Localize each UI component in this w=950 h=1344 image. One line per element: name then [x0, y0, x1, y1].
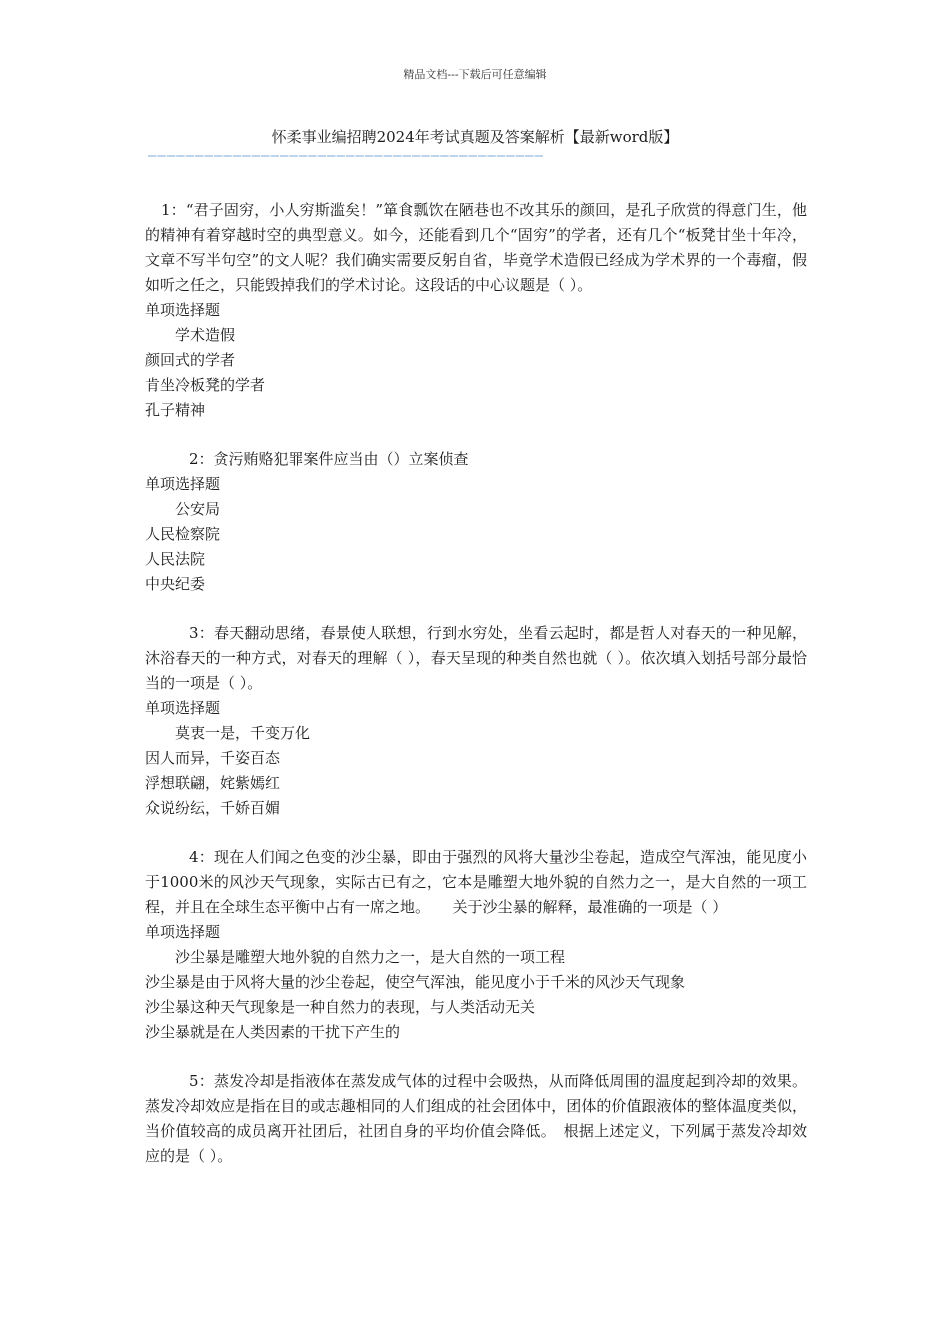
option-c: 肯坐冷板凳的学者 — [145, 376, 266, 394]
question-stem: 5：蒸发冷却是指液体在蒸发成气体的过程中会吸热，从而降低周围的温度起到冷却的效果。蒸发冷却效应是指在目的或志趣相同的人们组成的社会团体中，团体的价值跟液体的整体温度类似，当价值较高的成员离开社团后，社团自身的平均价值会降低。 根据上述定义，下列属于蒸发冷却效应的是（ ）。 — [145, 1072, 807, 1165]
option-d: 沙尘暴就是在人类因素的干扰下产生的 — [145, 1023, 401, 1041]
question-5 — [145, 1069, 807, 1169]
question-list — [145, 198, 807, 1193]
option-d: 中央纪委 — [145, 575, 206, 593]
option-d: 众说纷纭，千娇百媚 — [145, 799, 281, 817]
option-c: 沙尘暴这种天气现象是一种自然力的表现，与人类活动无关 — [145, 998, 536, 1016]
option-c: 浮想联翩，姹紫嫣红 — [145, 774, 281, 792]
option-a: 莫衷一是，千变万化 — [175, 724, 311, 742]
question-type: 单项选择题 — [145, 301, 221, 319]
question-type: 单项选择题 — [145, 475, 221, 493]
question-stem: 2：贪污贿赂犯罪案件应当由（）立案侦查 — [189, 450, 469, 468]
option-c: 人民法院 — [145, 550, 206, 568]
question-stem: 3：春天翻动思绪，春景使人联想，行到水穷处，坐看云起时，都是哲人对春天的一种见解，沐浴春天的一种方式，对春天的理解（ ），春天呈现的种类自然也就（ ）。依次填入划括号部分最恰当的一项是（ ）。 — [145, 624, 807, 692]
question-type: 单项选择题 — [145, 699, 221, 717]
question-stem: 4：现在人们闻之色变的沙尘暴，即由于强烈的风将大量沙尘卷起，造成空气浑浊，能见度小于1000米的风沙天气现象，实际古已有之，它本是雕塑大地外貌的自然力之一，是大自然的一项工程，并且在全球生态平衡中占有一席之地。 关于沙尘暴的解释，最准确的一项是（ ） — [145, 848, 807, 916]
option-a: 学术造假 — [175, 326, 236, 344]
title-divider: —————————————————————————————————————————— — [148, 148, 545, 164]
question-3 — [145, 621, 807, 821]
question-stem: 1：“君子固穷，小人穷斯滥矣！”箪食瓢饮在陋巷也不改其乐的颜回，是孔子欣赏的得意门生，他的精神有着穿越时空的典型意义。如今，还能看到几个“固穷”的学者，还有几个“板凳甘坐十年冷，文章不写半句空”的文人呢？我们确实需要反躬自省，毕竟学术造假已经成为学术界的一个毒瘤，假如听之任之，只能毁掉我们的学术讨论。这段话的中心议题是（ ）。 — [145, 201, 807, 294]
option-a: 公安局 — [175, 500, 221, 518]
option-b: 因人而异，千姿百态 — [145, 749, 281, 767]
question-1 — [145, 198, 807, 423]
page-header: 精品文档---下载后可任意编辑 — [403, 68, 547, 81]
document-title: 怀柔事业编招聘2024年考试真题及答案解析【最新word版】 — [271, 128, 679, 146]
question-2 — [145, 447, 807, 597]
option-b: 沙尘暴是由于风将大量的沙尘卷起，使空气浑浊，能见度小于千米的风沙天气现象 — [145, 973, 686, 991]
question-type: 单项选择题 — [145, 923, 221, 941]
option-d: 孔子精神 — [145, 401, 206, 419]
question-4 — [145, 845, 807, 1045]
option-b: 颜回式的学者 — [145, 351, 236, 369]
option-b: 人民检察院 — [145, 525, 221, 543]
option-a: 沙尘暴是雕塑大地外貌的自然力之一，是大自然的一项工程 — [175, 948, 566, 966]
